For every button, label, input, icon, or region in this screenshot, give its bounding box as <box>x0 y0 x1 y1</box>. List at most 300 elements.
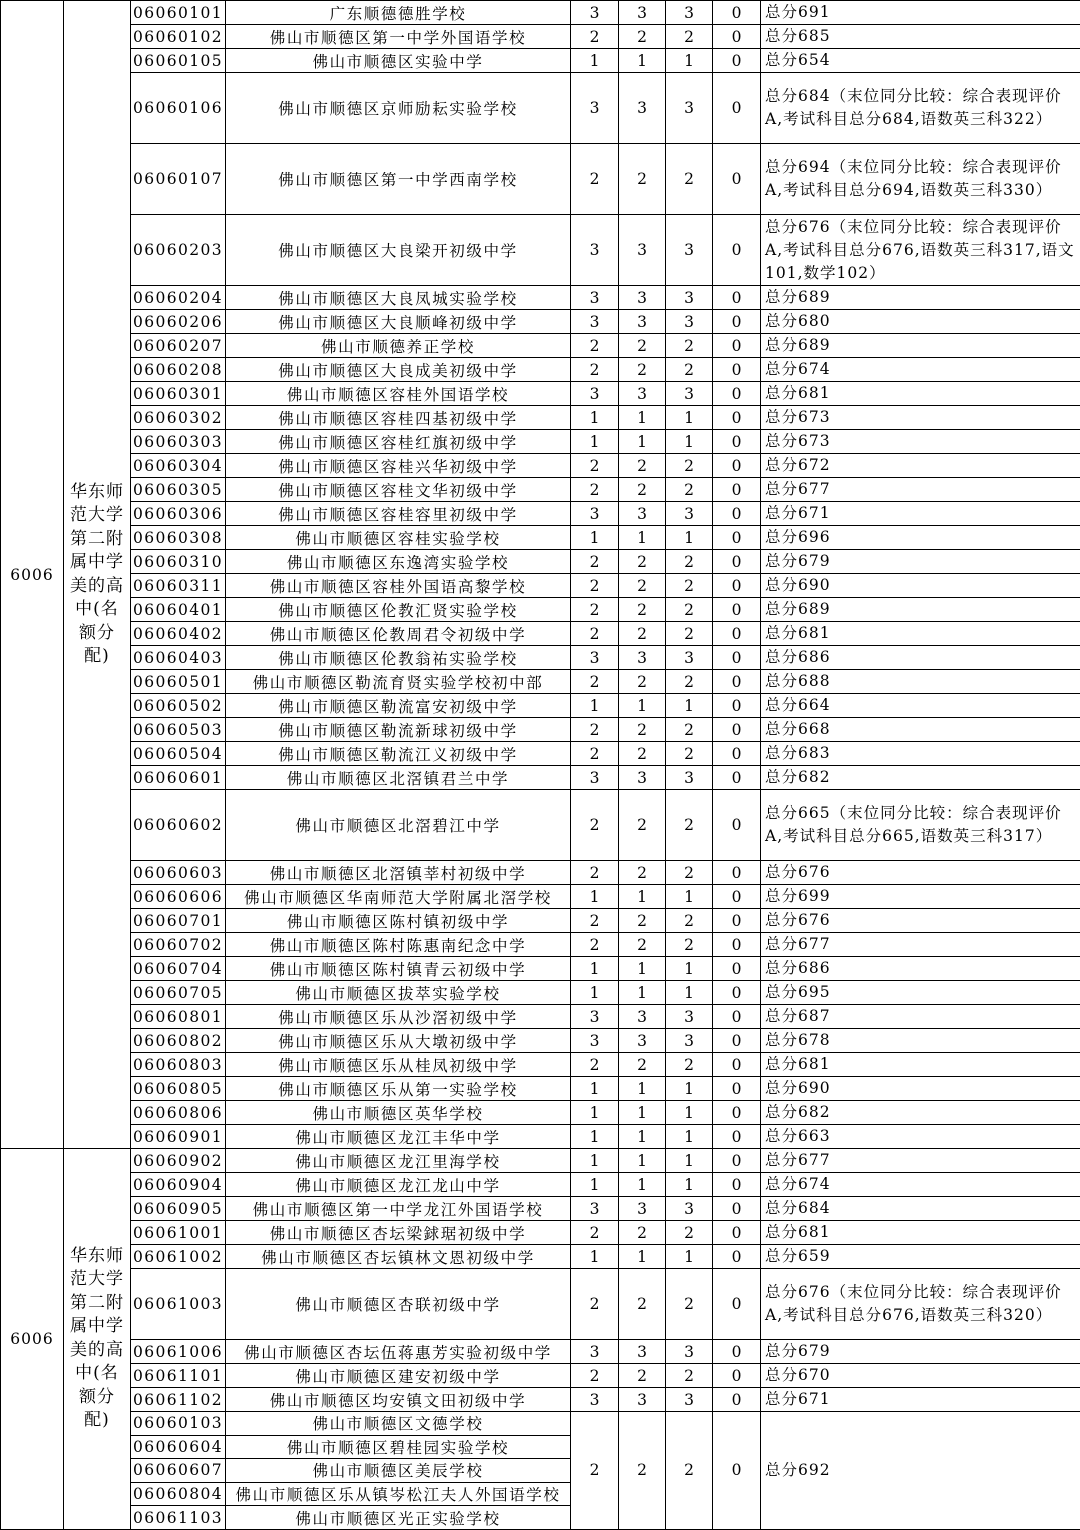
quota-vacant: 0 <box>713 1005 761 1029</box>
quota-admitted: 3 <box>619 502 666 526</box>
quota-vacant: 0 <box>713 358 761 382</box>
quota-admitted: 2 <box>619 144 666 215</box>
quota-admitted: 3 <box>619 73 666 144</box>
quota-admitted: 3 <box>619 215 666 286</box>
cutoff-remark: 总分687 <box>761 1005 1080 1029</box>
quota-filled: 2 <box>666 1269 713 1340</box>
quota-filled: 1 <box>666 1077 713 1101</box>
quota-plan: 2 <box>571 358 619 382</box>
quota-plan: 3 <box>571 1388 619 1412</box>
school-name: 华东师范大学第二附属中学美的高中(名额分配) <box>64 1 131 1149</box>
quota-plan: 1 <box>571 885 619 909</box>
middle-school-name: 佛山市顺德区第一中学龙江外国语学校 <box>226 1197 571 1221</box>
middle-school-name: 佛山市顺德区碧桂园实验学校 <box>226 1435 571 1459</box>
quota-vacant: 0 <box>713 550 761 574</box>
school-code: 06061006 <box>131 1340 226 1364</box>
school-code: 06060308 <box>131 526 226 550</box>
quota-admitted: 2 <box>619 909 666 933</box>
quota-filled: 3 <box>666 1340 713 1364</box>
middle-school-name: 佛山市顺德区陈村镇青云初级中学 <box>226 957 571 981</box>
school-code: 06061101 <box>131 1364 226 1388</box>
quota-filled: 1 <box>666 885 713 909</box>
cutoff-remark: 总分659 <box>761 1245 1080 1269</box>
middle-school-name: 佛山市顺德区乐从沙滘初级中学 <box>226 1005 571 1029</box>
quota-filled: 2 <box>666 144 713 215</box>
table-row <box>1 1053 1080 1077</box>
quota-vacant: 0 <box>713 1364 761 1388</box>
middle-school-name: 佛山市顺德区第一中学西南学校 <box>226 144 571 215</box>
quota-vacant: 0 <box>713 1269 761 1340</box>
quota-filled: 3 <box>666 1029 713 1053</box>
quota-vacant: 0 <box>713 526 761 550</box>
quota-admitted: 1 <box>619 957 666 981</box>
school-code: 06060902 <box>131 1149 226 1173</box>
quota-admitted: 2 <box>619 790 666 861</box>
quota-filled: 2 <box>666 358 713 382</box>
middle-school-name: 佛山市顺德区杏坛伍蒋惠芳实验初级中学 <box>226 1340 571 1364</box>
table-row <box>1 790 1080 861</box>
quota-admitted: 2 <box>619 742 666 766</box>
quota-admitted: 1 <box>619 1077 666 1101</box>
table-row <box>1 430 1080 454</box>
quota-admitted: 1 <box>619 1101 666 1125</box>
quota-vacant: 0 <box>713 382 761 406</box>
cutoff-remark: 总分664 <box>761 694 1080 718</box>
school-code: 06060501 <box>131 670 226 694</box>
quota-vacant: 0 <box>713 1125 761 1149</box>
quota-vacant: 0 <box>713 790 761 861</box>
school-code: 06060102 <box>131 25 226 49</box>
quota-vacant: 0 <box>713 1029 761 1053</box>
quota-vacant: 0 <box>713 334 761 358</box>
quota-plan: 2 <box>571 1053 619 1077</box>
quota-admitted: 1 <box>619 49 666 73</box>
quota-filled: 3 <box>666 502 713 526</box>
quota-vacant: 0 <box>713 1197 761 1221</box>
cutoff-remark: 总分686 <box>761 646 1080 670</box>
quota-admitted: 2 <box>619 861 666 885</box>
quota-plan: 2 <box>571 144 619 215</box>
quota-admitted: 3 <box>619 1005 666 1029</box>
quota-vacant: 0 <box>713 933 761 957</box>
quota-filled: 3 <box>666 73 713 144</box>
quota-plan: 3 <box>571 310 619 334</box>
middle-school-name: 佛山市顺德区勒流富安初级中学 <box>226 694 571 718</box>
quota-vacant: 0 <box>713 1101 761 1125</box>
middle-school-name: 佛山市顺德区勒流江义初级中学 <box>226 742 571 766</box>
quota-vacant: 0 <box>713 1340 761 1364</box>
school-code: 06060208 <box>131 358 226 382</box>
middle-school-name: 佛山市顺德区北滘镇君兰中学 <box>226 766 571 790</box>
quota-filled: 2 <box>666 909 713 933</box>
table-row <box>1 1245 1080 1269</box>
quota-filled: 3 <box>666 1 713 25</box>
quota-admitted: 1 <box>619 526 666 550</box>
quota-filled: 3 <box>666 1388 713 1412</box>
middle-school-name: 佛山市顺德区伦教周君令初级中学 <box>226 622 571 646</box>
quota-plan: 2 <box>571 334 619 358</box>
quota-filled: 3 <box>666 215 713 286</box>
table-row <box>1 215 1080 286</box>
quota-vacant: 0 <box>713 454 761 478</box>
cutoff-remark: 总分690 <box>761 574 1080 598</box>
table-row <box>1 1173 1080 1197</box>
table-row <box>1 502 1080 526</box>
quota-plan: 2 <box>571 790 619 861</box>
school-code: 06060805 <box>131 1077 226 1101</box>
table-row <box>1 1412 1080 1436</box>
quota-filled: 1 <box>666 430 713 454</box>
middle-school-name: 佛山市顺德区容桂实验学校 <box>226 526 571 550</box>
quota-plan: 2 <box>571 718 619 742</box>
middle-school-name: 佛山市顺德区容桂外国语高黎学校 <box>226 574 571 598</box>
school-code: 06061003 <box>131 1269 226 1340</box>
quota-admitted: 3 <box>619 1388 666 1412</box>
quota-plan: 2 <box>571 478 619 502</box>
cutoff-remark: 总分677 <box>761 1149 1080 1173</box>
cutoff-remark: 总分668 <box>761 718 1080 742</box>
middle-school-name: 佛山市顺德区勒流新球初级中学 <box>226 718 571 742</box>
quota-admitted: 1 <box>619 1149 666 1173</box>
school-code: 06060101 <box>131 1 226 25</box>
table-row <box>1 1149 1080 1173</box>
quota-vacant: 0 <box>713 694 761 718</box>
quota-plan: 3 <box>571 1 619 25</box>
school-code: 06060802 <box>131 1029 226 1053</box>
cutoff-remark: 总分683 <box>761 742 1080 766</box>
quota-vacant: 0 <box>713 1053 761 1077</box>
quota-vacant: 0 <box>713 144 761 215</box>
table-row <box>1 1125 1080 1149</box>
school-code: 06060607 <box>131 1459 226 1483</box>
cutoff-remark: 总分699 <box>761 885 1080 909</box>
table-row <box>1 310 1080 334</box>
quota-vacant: 0 <box>713 49 761 73</box>
quota-plan: 3 <box>571 382 619 406</box>
quota-plan: 2 <box>571 25 619 49</box>
quota-admitted: 2 <box>619 1053 666 1077</box>
table-row <box>1 646 1080 670</box>
middle-school-name: 佛山市顺德区均安镇文田初级中学 <box>226 1388 571 1412</box>
school-code: 06060401 <box>131 598 226 622</box>
quota-admitted: 2 <box>619 550 666 574</box>
quota-filled: 2 <box>666 718 713 742</box>
middle-school-name: 佛山市顺德区拔萃实验学校 <box>226 981 571 1005</box>
school-code: 06061002 <box>131 1245 226 1269</box>
quota-admitted: 2 <box>619 718 666 742</box>
school-code: 06060206 <box>131 310 226 334</box>
quota-vacant: 0 <box>713 861 761 885</box>
school-code: 06060806 <box>131 1101 226 1125</box>
quota-vacant: 0 <box>713 646 761 670</box>
quota-admitted: 2 <box>619 25 666 49</box>
quota-filled: 3 <box>666 382 713 406</box>
quota-plan: 3 <box>571 1340 619 1364</box>
table-row <box>1 574 1080 598</box>
cutoff-remark: 总分682 <box>761 766 1080 790</box>
quota-vacant: 0 <box>713 742 761 766</box>
table-row <box>1 144 1080 215</box>
table-row <box>1 1101 1080 1125</box>
cutoff-remark: 总分671 <box>761 1388 1080 1412</box>
quota-filled: 2 <box>666 550 713 574</box>
quota-vacant: 0 <box>713 406 761 430</box>
middle-school-name: 佛山市顺德区实验中学 <box>226 49 571 73</box>
quota-filled: 1 <box>666 694 713 718</box>
school-code: 06060704 <box>131 957 226 981</box>
cutoff-remark: 总分681 <box>761 1053 1080 1077</box>
middle-school-name: 佛山市顺德养正学校 <box>226 334 571 358</box>
middle-school-name: 佛山市顺德区文德学校 <box>226 1412 571 1436</box>
quota-filled: 2 <box>666 334 713 358</box>
quota-filled: 1 <box>666 1125 713 1149</box>
quota-admitted: 3 <box>619 1340 666 1364</box>
school-code: 06060304 <box>131 454 226 478</box>
quota-admitted: 3 <box>619 310 666 334</box>
cutoff-remark: 总分690 <box>761 1077 1080 1101</box>
school-code: 06060305 <box>131 478 226 502</box>
cutoff-remark: 总分654 <box>761 49 1080 73</box>
quota-filled: 2 <box>666 25 713 49</box>
quota-admitted: 3 <box>619 1 666 25</box>
school-code: 06060502 <box>131 694 226 718</box>
cutoff-remark: 总分673 <box>761 406 1080 430</box>
quota-filled: 1 <box>666 1101 713 1125</box>
cutoff-remark: 总分692 <box>761 1412 1080 1530</box>
middle-school-name: 佛山市顺德区容桂文华初级中学 <box>226 478 571 502</box>
school-code: 06060302 <box>131 406 226 430</box>
cutoff-remark: 总分689 <box>761 334 1080 358</box>
quota-admitted: 3 <box>619 1197 666 1221</box>
cutoff-remark: 总分681 <box>761 622 1080 646</box>
quota-filled: 3 <box>666 766 713 790</box>
quota-vacant: 0 <box>713 1245 761 1269</box>
quota-vacant: 0 <box>713 1221 761 1245</box>
middle-school-name: 佛山市顺德区勒流育贤实验学校初中部 <box>226 670 571 694</box>
quota-filled: 2 <box>666 933 713 957</box>
middle-school-name: 佛山市顺德区容桂外国语学校 <box>226 382 571 406</box>
quota-vacant: 0 <box>713 670 761 694</box>
middle-school-name: 佛山市顺德区伦教汇贤实验学校 <box>226 598 571 622</box>
table-row <box>1 1197 1080 1221</box>
quota-plan: 1 <box>571 1077 619 1101</box>
middle-school-name: 佛山市顺德区北滘碧江中学 <box>226 790 571 861</box>
middle-school-name: 广东顺德德胜学校 <box>226 1 571 25</box>
middle-school-name: 佛山市顺德区龙江里海学校 <box>226 1149 571 1173</box>
school-code: 06060107 <box>131 144 226 215</box>
quota-admitted: 1 <box>619 694 666 718</box>
quota-filled: 2 <box>666 1364 713 1388</box>
middle-school-name: 佛山市顺德区伦教翁祐实验学校 <box>226 646 571 670</box>
middle-school-name: 佛山市顺德区北滘镇莘村初级中学 <box>226 861 571 885</box>
school-code: 06060403 <box>131 646 226 670</box>
cutoff-remark: 总分670 <box>761 1364 1080 1388</box>
cutoff-remark: 总分695 <box>761 981 1080 1005</box>
table-row <box>1 49 1080 73</box>
quota-filled: 1 <box>666 49 713 73</box>
school-code: 06060701 <box>131 909 226 933</box>
quota-vacant: 0 <box>713 502 761 526</box>
table-row <box>1 861 1080 885</box>
cutoff-remark: 总分663 <box>761 1125 1080 1149</box>
quota-plan: 3 <box>571 73 619 144</box>
middle-school-name: 佛山市顺德区乐从大墩初级中学 <box>226 1029 571 1053</box>
table-row <box>1 1340 1080 1364</box>
quota-admitted: 1 <box>619 885 666 909</box>
table-row <box>1 957 1080 981</box>
quota-plan: 1 <box>571 1173 619 1197</box>
quota-vacant: 0 <box>713 73 761 144</box>
quota-filled: 2 <box>666 861 713 885</box>
quota-plan: 2 <box>571 742 619 766</box>
school-code: 06060904 <box>131 1173 226 1197</box>
cutoff-remark: 总分676（末位同分比较：综合表现评价A,考试科目总分676,语数英三科317,语文101,数学102） <box>761 215 1080 286</box>
school-code: 06060503 <box>131 718 226 742</box>
quota-plan: 1 <box>571 694 619 718</box>
school-code: 06060905 <box>131 1197 226 1221</box>
table-row <box>1 334 1080 358</box>
table-row <box>1 358 1080 382</box>
quota-filled: 2 <box>666 742 713 766</box>
school-code: 06060603 <box>131 861 226 885</box>
table-row <box>1 454 1080 478</box>
table-row <box>1 718 1080 742</box>
school-code: 06061001 <box>131 1221 226 1245</box>
quota-vacant: 0 <box>713 478 761 502</box>
quota-plan: 2 <box>571 1269 619 1340</box>
school-code: 06060402 <box>131 622 226 646</box>
table-row <box>1 909 1080 933</box>
quota-vacant: 0 <box>713 1149 761 1173</box>
table-row <box>1 1 1080 25</box>
quota-vacant: 0 <box>713 957 761 981</box>
quota-vacant: 0 <box>713 215 761 286</box>
quota-filled: 2 <box>666 1053 713 1077</box>
quota-plan: 2 <box>571 622 619 646</box>
quota-plan: 2 <box>571 909 619 933</box>
middle-school-name: 佛山市顺德区美辰学校 <box>226 1459 571 1483</box>
middle-school-name: 佛山市顺德区东逸湾实验学校 <box>226 550 571 574</box>
quota-admitted: 1 <box>619 1125 666 1149</box>
quota-plan: 1 <box>571 430 619 454</box>
table-row <box>1 406 1080 430</box>
quota-plan: 3 <box>571 215 619 286</box>
quota-filled: 1 <box>666 406 713 430</box>
quota-vacant: 0 <box>713 574 761 598</box>
quota-filled: 1 <box>666 981 713 1005</box>
quota-vacant: 0 <box>713 718 761 742</box>
school-code: 06060801 <box>131 1005 226 1029</box>
cutoff-remark: 总分696 <box>761 526 1080 550</box>
middle-school-name: 佛山市顺德区建安初级中学 <box>226 1364 571 1388</box>
middle-school-name: 佛山市顺德区龙江龙山中学 <box>226 1173 571 1197</box>
quota-plan: 3 <box>571 1029 619 1053</box>
quota-filled: 1 <box>666 1149 713 1173</box>
quota-vacant: 0 <box>713 1388 761 1412</box>
school-code: 06060602 <box>131 790 226 861</box>
quota-plan: 3 <box>571 1005 619 1029</box>
cutoff-remark: 总分684 <box>761 1197 1080 1221</box>
quota-admitted: 2 <box>619 1364 666 1388</box>
cutoff-remark: 总分685 <box>761 25 1080 49</box>
school-code: 06060303 <box>131 430 226 454</box>
table-row <box>1 981 1080 1005</box>
middle-school-name: 佛山市顺德区大良梁开初级中学 <box>226 215 571 286</box>
quota-admitted: 2 <box>619 358 666 382</box>
cutoff-remark: 总分676 <box>761 861 1080 885</box>
quota-plan: 2 <box>571 1364 619 1388</box>
quota-plan: 2 <box>571 933 619 957</box>
cutoff-remark: 总分665（末位同分比较：综合表现评价A,考试科目总分665,语数英三科317） <box>761 790 1080 861</box>
quota-vacant: 0 <box>713 1077 761 1101</box>
quota-admitted: 1 <box>619 1245 666 1269</box>
quota-vacant: 0 <box>713 909 761 933</box>
cutoff-remark: 总分688 <box>761 670 1080 694</box>
cutoff-remark: 总分679 <box>761 1340 1080 1364</box>
middle-school-name: 佛山市顺德区杏联初级中学 <box>226 1269 571 1340</box>
quota-admitted: 3 <box>619 646 666 670</box>
middle-school-name: 佛山市顺德区杏坛镇林文恩初级中学 <box>226 1245 571 1269</box>
quota-plan: 1 <box>571 957 619 981</box>
quota-admitted: 2 <box>619 598 666 622</box>
middle-school-name: 佛山市顺德区陈村镇初级中学 <box>226 909 571 933</box>
quota-admitted: 2 <box>619 334 666 358</box>
quota-filled: 2 <box>666 790 713 861</box>
quota-plan: 1 <box>571 981 619 1005</box>
quota-plan: 3 <box>571 646 619 670</box>
school-code: 06060106 <box>131 73 226 144</box>
table-row <box>1 73 1080 144</box>
quota-admitted: 2 <box>619 1269 666 1340</box>
quota-filled: 1 <box>666 1173 713 1197</box>
quota-admitted: 1 <box>619 430 666 454</box>
quota-plan: 1 <box>571 1101 619 1125</box>
table-row <box>1 550 1080 574</box>
school-code: 06060901 <box>131 1125 226 1149</box>
cutoff-remark: 总分677 <box>761 933 1080 957</box>
group-code: 6006 <box>1 1 64 1149</box>
table-row <box>1 1364 1080 1388</box>
quota-filled: 1 <box>666 1245 713 1269</box>
quota-admitted: 2 <box>619 574 666 598</box>
quota-plan: 2 <box>571 1221 619 1245</box>
cutoff-remark: 总分676（末位同分比较：综合表现评价A,考试科目总分676,语数英三科320） <box>761 1269 1080 1340</box>
quota-filled: 3 <box>666 646 713 670</box>
school-code: 06060203 <box>131 215 226 286</box>
table-row <box>1 694 1080 718</box>
quota-vacant: 0 <box>713 766 761 790</box>
cutoff-remark: 总分686 <box>761 957 1080 981</box>
cutoff-remark: 总分678 <box>761 1029 1080 1053</box>
cutoff-remark: 总分671 <box>761 502 1080 526</box>
quota-admitted: 2 <box>619 454 666 478</box>
quota-admitted: 2 <box>619 478 666 502</box>
quota-admitted: 2 <box>619 1221 666 1245</box>
quota-plan: 1 <box>571 406 619 430</box>
quota-plan: 2 <box>571 574 619 598</box>
middle-school-name: 佛山市顺德区乐从镇岑松江夫人外国语学校 <box>226 1482 571 1506</box>
table-row <box>1 382 1080 406</box>
middle-school-name: 佛山市顺德区龙江丰华中学 <box>226 1125 571 1149</box>
quota-plan: 1 <box>571 1245 619 1269</box>
quota-vacant: 0 <box>713 1412 761 1530</box>
quota-plan: 1 <box>571 526 619 550</box>
quota-filled: 3 <box>666 1197 713 1221</box>
school-code: 06060310 <box>131 550 226 574</box>
cutoff-remark: 总分681 <box>761 1221 1080 1245</box>
cutoff-remark: 总分680 <box>761 310 1080 334</box>
quota-plan: 1 <box>571 1125 619 1149</box>
